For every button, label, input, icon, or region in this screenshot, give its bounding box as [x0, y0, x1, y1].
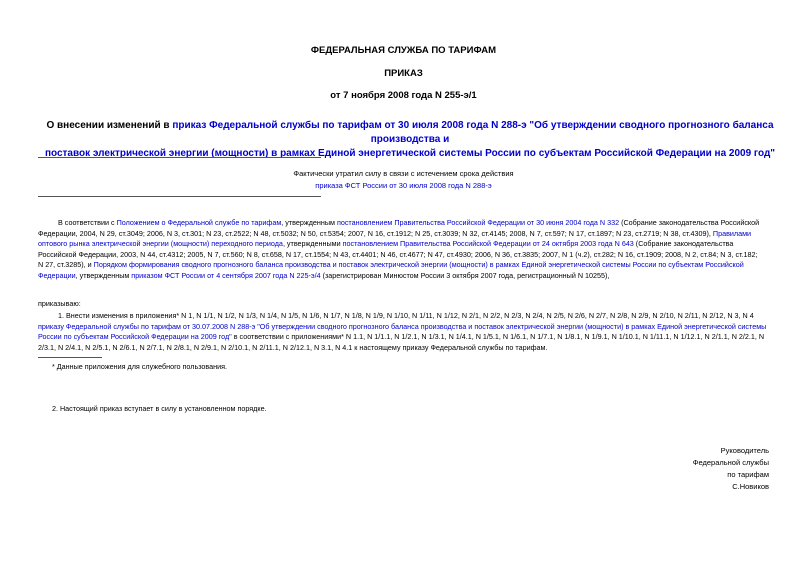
signature-title: Руководитель: [720, 446, 769, 455]
link-fst-regulation[interactable]: Положением о Федеральной службе по тарифам: [116, 218, 282, 227]
text: N 27, ст.3285), и: [38, 260, 94, 270]
link-government-decree-332[interactable]: постановлением Правительства Российской Федерации от 30 июня 2004 года N 332: [336, 218, 620, 227]
document-title: [30, 119, 790, 161]
order-word: приказываю:: [38, 299, 81, 308]
text: 2/3.1, N 2/4.1, N 2/5.1, N 2/6.1, N 2/7.1, N 2/8.1, N 2/9.1, N 2/10.1, N 2/11.1, N 2/12.1, N 3.1, N 4.1 к настоящему приказу Федеральной службы по тарифам.: [38, 342, 548, 352]
title-link-order-288-continued[interactable]: поставок электрической энергии (мощности) в рамках Единой энергетической системы России по субъектам Российской Федерации на 2009 год": [44, 148, 776, 159]
link-balance-procedure[interactable]: Порядком формирования сводного прогнозного баланса производства и поставок электрической энергии (мощности) в рамках Единой энергетической системы России по субъектам Российской: [93, 260, 744, 270]
footnote-separator: [38, 357, 102, 358]
link-order-288-continued[interactable]: России по субъектам Российской Федерации на 2009 год": [38, 332, 232, 342]
status-note: [0, 168, 807, 192]
signature-block: [693, 445, 769, 493]
text: в соответствии с приложениями* N 1.1, N 1/1.1, N 1/2.1, N 1/3.1, N 1/4.1, N 1/5.1, N 1/6.1, N 1/7.1, N 1/8.1, N 1/9.1, N 1/10.1, N 1/11.1, N 1/12.1, N 2/1.1, N 2/2.1, N: [231, 332, 765, 342]
text: , утвержденным: [281, 218, 337, 227]
text: Федерации, 2004, N 29, ст.3049; 2006, N 3, ст.301; N 23, ст.2522; N 48, ст.5032; N 50, ст.5354; 2007, N 16, ст.1912; N 25, ст.3039; N 32, ст.4145; 2008, N 7, ст.597; N 17, ст.1897; N 23, ст.2719; N 38, ст.4309),: [38, 228, 711, 238]
link-government-decree-643[interactable]: постановлением Правительства Российской Федерации от 24 октября 2003 года N 643: [342, 239, 634, 249]
item-1-paragraph: [38, 311, 770, 353]
text: (Собрание законодательства Российской: [619, 218, 760, 227]
separator-line: [38, 157, 321, 158]
text: , утвержденным: [75, 270, 132, 280]
link-wholesale-market-rules-continued[interactable]: оптового рынка электрической энергии (мощности) переходного периода: [38, 239, 283, 249]
document-date-number: от 7 ноября 2008 года N 255-э/1: [330, 90, 477, 101]
status-note-text: Фактически утратил силу в связи с истечением срока действия: [293, 169, 514, 178]
link-fst-order-225[interactable]: приказом ФСТ России от 4 сентября 2007 года N 225-э/4: [131, 270, 321, 280]
text: (зарегистрирован Минюстом России 3 октября 2007 года, регистрационный N 10255),: [320, 270, 610, 280]
signature-agency-continued: по тарифам: [727, 470, 769, 479]
text: 1. Внести изменения в приложения* N 1, N 1/1, N 1/2, N 1/3, N 1/4, N 1/5, N 1/6, N 1/7, N 1/8, N 1/9, N 1/10, N 1/11, N 1/12, N 2/1, N 2/2, N 2/3, N 2/4, N 2/5, N 2/6, N 2/7, N 2/8, N 2/9, N 2/10, N 2/11, N 2/12, N 3, N 4: [58, 311, 754, 320]
separator-line: [38, 196, 321, 197]
link-wholesale-market-rules[interactable]: Правилами: [712, 228, 752, 238]
text: (Собрание законодательства: [633, 239, 734, 249]
document-type: ПРИКАЗ: [384, 68, 423, 79]
agency-name: ФЕДЕРАЛЬНАЯ СЛУЖБА ПО ТАРИФАМ: [310, 45, 497, 56]
status-note-link[interactable]: приказа ФСТ России от 30 июля 2008 года N 288-э: [315, 181, 492, 190]
footnote: * Данные приложения для служебного пользования.: [52, 362, 228, 371]
title-link-order-288[interactable]: приказ Федеральной службы по тарифам от 30 июля 2008 года N 288-э "Об утверждении сводного прогнозного баланса производства и: [172, 120, 774, 145]
text: , утвержденными: [282, 239, 343, 249]
signature-agency: Федеральной службы: [692, 458, 769, 467]
link-order-288[interactable]: приказу Федеральной службы по тарифам от 30.07.2008 N 288-э "Об утверждении сводного прогнозного баланса производства и поставок электрической энергии (мощности) в рамках Единой энергетической системы: [38, 321, 767, 331]
preamble-paragraph: [38, 218, 770, 282]
text: Российской Федерации, 2003, N 44, ст.4312; 2005, N 7, ст.560; N 8, ст.658, N 17, ст.1554; N 43, ст.4401; N 46, ст.4677; N 47, ст.4930; 2006, N 36, ст.3835; 2007, N 1 (ч.2), ст.282; N 16, ст.1909; 2008, N 2, ст.84; N 3, ст.182;: [38, 249, 758, 259]
title-prefix: О внесении изменений в: [46, 120, 173, 131]
signature-name: С.Новиков: [732, 482, 769, 491]
link-balance-procedure-continued[interactable]: Федерации: [38, 270, 76, 280]
text: В соответствии с: [58, 218, 117, 227]
item-2: 2. Настоящий приказ вступает в силу в установленном порядке.: [52, 404, 267, 413]
